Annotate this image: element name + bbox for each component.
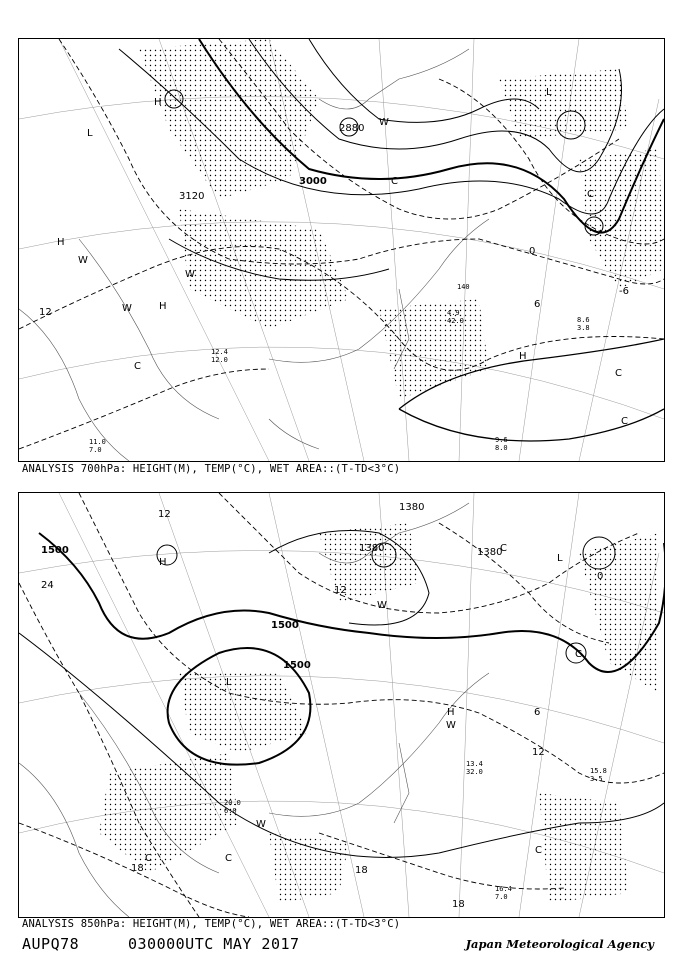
svg-text:8.6: 8.6 <box>577 316 590 324</box>
height-label: 1380 <box>477 547 503 558</box>
cold-mark: C <box>134 361 141 372</box>
map-850hpa <box>18 492 665 918</box>
map-850hpa-svg <box>19 493 664 917</box>
cold-mark: C <box>500 543 507 554</box>
station-sample <box>211 348 228 364</box>
svg-text:7.0: 7.0 <box>89 446 102 454</box>
svg-text:9.6: 9.6 <box>495 436 508 444</box>
station-sample <box>89 438 106 454</box>
svg-text:8.0: 8.0 <box>495 444 508 452</box>
height-label: 1500 <box>271 620 299 631</box>
cold-mark: C <box>587 189 594 200</box>
high-pressure-center: H <box>154 97 162 108</box>
high-pressure-center: H <box>519 351 527 362</box>
high-pressure-center: H <box>159 301 167 312</box>
map-700hpa <box>18 38 665 462</box>
svg-text:4.9: 4.9 <box>447 309 460 317</box>
warm-mark: W <box>379 117 389 128</box>
high-pressure-center: H <box>447 707 455 718</box>
low-pressure-center: L <box>87 128 93 139</box>
temp-label: 0 <box>597 571 604 582</box>
svg-text:13.4: 13.4 <box>466 760 483 768</box>
temp-label: 12 <box>39 307 52 318</box>
svg-text:15.8: 15.8 <box>590 767 607 775</box>
temp-label: 18 <box>131 863 144 874</box>
warm-mark: W <box>256 819 266 830</box>
valid-time: 030000UTC MAY 2017 <box>128 935 300 953</box>
height-label: 1500 <box>283 660 311 671</box>
svg-text:16.4: 16.4 <box>495 885 512 893</box>
svg-text:20.0: 20.0 <box>224 799 241 807</box>
warm-mark: W <box>377 600 387 611</box>
cold-mark: C <box>535 845 542 856</box>
svg-text:7.0: 7.0 <box>495 893 508 901</box>
cold-mark: C <box>621 416 628 427</box>
svg-text:3.5: 3.5 <box>590 775 603 783</box>
temp-label: 6 <box>534 707 541 718</box>
height-label: 1500 <box>41 545 69 556</box>
cold-mark: C <box>225 853 232 864</box>
cold-mark: C <box>615 368 622 379</box>
height-label: 3000 <box>299 176 327 187</box>
low-pressure-center: L <box>557 553 563 564</box>
high-pressure-center: H <box>57 237 65 248</box>
station-sample <box>224 799 241 815</box>
height-label: 1380 <box>359 543 385 554</box>
temp-label: 24 <box>41 580 54 591</box>
cold-mark: C <box>391 176 398 187</box>
height-label: 3120 <box>179 191 205 202</box>
height-label: 2880 <box>339 123 365 134</box>
svg-text:6.0: 6.0 <box>224 807 237 815</box>
svg-text:32.0: 32.0 <box>466 768 483 776</box>
svg-text:12.0: 12.0 <box>211 356 228 364</box>
warm-mark: W <box>78 255 88 266</box>
high-pressure-center: H <box>159 557 167 568</box>
wet-areas <box>99 523 659 903</box>
station-sample <box>466 760 483 776</box>
svg-text:42.0: 42.0 <box>447 317 464 325</box>
cold-mark: C <box>575 649 582 660</box>
temp-label: 12 <box>334 585 347 596</box>
warm-mark: W <box>446 720 456 731</box>
station-sample <box>495 885 512 901</box>
cold-mark: C <box>145 853 152 864</box>
panel-caption-850: ANALYSIS 850hPa: HEIGHT(M), TEMP(°C), WET AREA::(T-TD<3°C) <box>22 918 401 930</box>
warm-mark: W <box>185 269 195 280</box>
temp-label: 18 <box>355 865 368 876</box>
temp-label: 12 <box>532 747 545 758</box>
low-pressure-center: L <box>226 677 232 688</box>
low-pressure-center: L <box>546 87 552 98</box>
map-700hpa-svg <box>19 39 664 461</box>
station-sample <box>590 767 607 783</box>
height-label: 1380 <box>399 502 425 513</box>
svg-text:11.0: 11.0 <box>89 438 106 446</box>
temp-label: 6 <box>534 299 541 310</box>
temp-label: -6 <box>619 286 629 297</box>
warm-mark: W <box>122 303 132 314</box>
station-sample <box>495 436 508 452</box>
temp-label: 18 <box>452 899 465 910</box>
agency-name: Japan Meteorological Agency <box>465 937 654 951</box>
station-sample <box>577 316 590 332</box>
longitude-label: 140 <box>457 283 470 291</box>
svg-text:3.8: 3.8 <box>577 324 590 332</box>
temp-label: 12 <box>158 509 171 520</box>
svg-text:12.4: 12.4 <box>211 348 228 356</box>
chart-code: AUPQ78 <box>22 935 80 953</box>
panel-caption-700: ANALYSIS 700hPa: HEIGHT(M), TEMP(°C), WET AREA::(T-TD<3°C) <box>22 463 401 475</box>
temp-label: 0 <box>529 246 536 257</box>
wet-areas <box>139 39 664 399</box>
